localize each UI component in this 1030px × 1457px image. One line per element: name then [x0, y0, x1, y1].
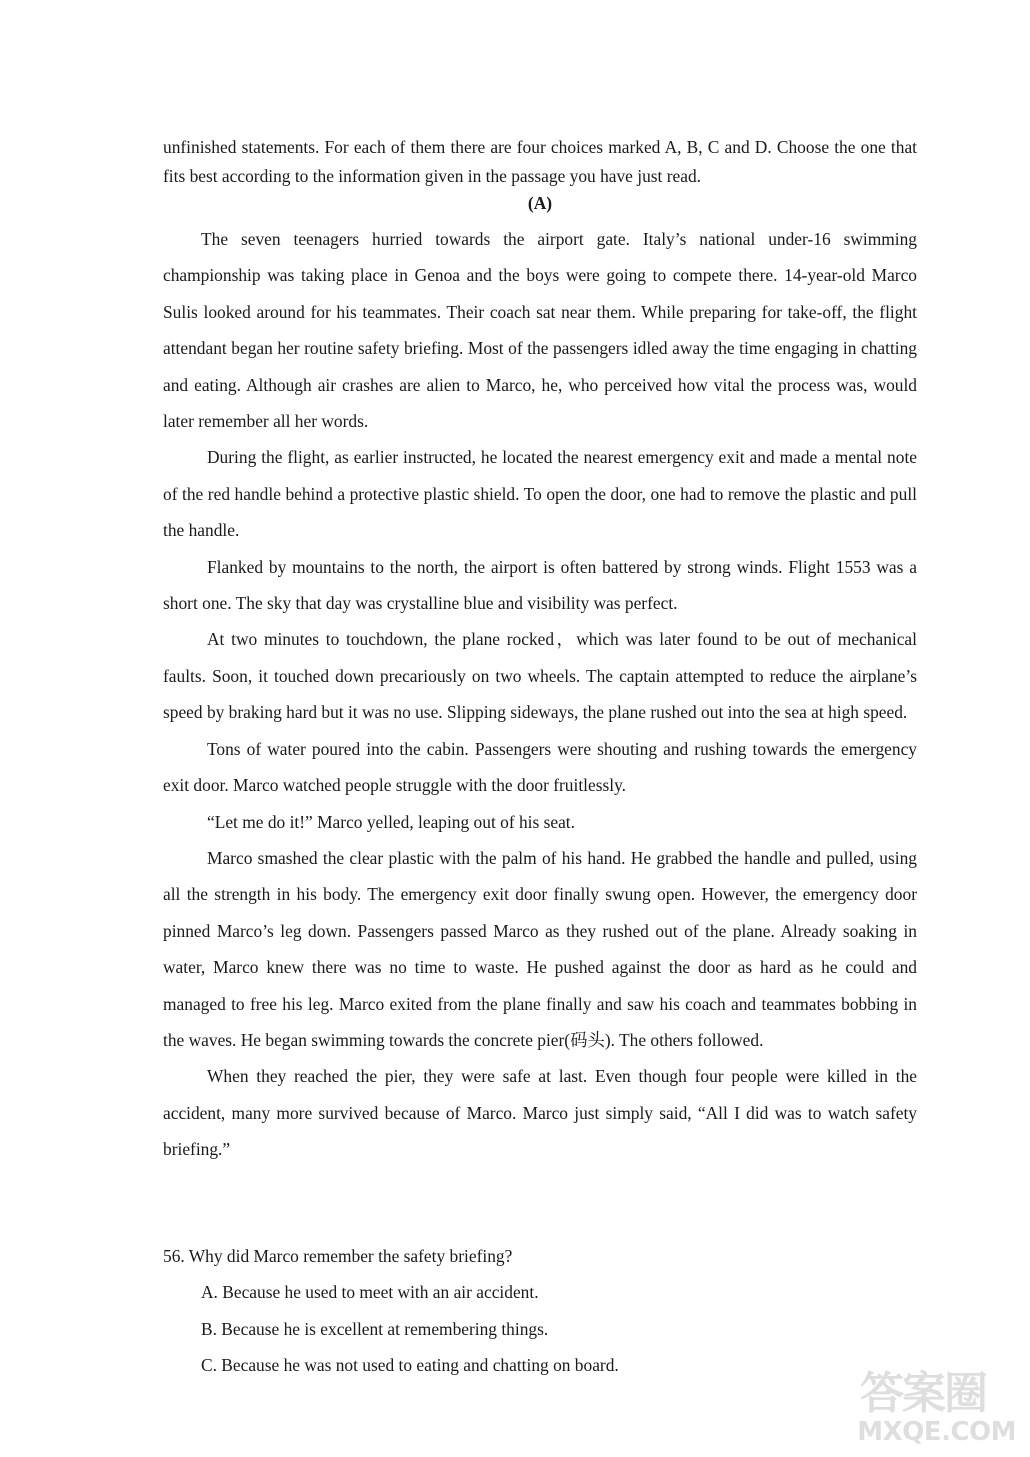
- passage-paragraph: When they reached the pier, they were safe at last. Even though four people were killed in the accident, many more survived because of Marco. Marco just simply said, “All I did was to watch safety briefing.”: [163, 1066, 917, 1160]
- passage-paragraph: “Let me do it!” Marco yelled, leaping out of his seat.: [207, 811, 575, 832]
- section-label: (A): [527, 193, 553, 213]
- answer-option-b: B. Because he is excellent at remembering things.: [201, 1318, 549, 1339]
- passage-paragraph: During the flight, as earlier instructed, he located the nearest emergency exit and made a mental note of the red handle behind a protective plastic shield. To open the door, one had to remove the plastic and pull the handle.: [163, 447, 917, 541]
- reading-passage: [163, 221, 917, 1168]
- passage-paragraph: At two minutes to touchdown, the plane rocked，which was later found to be out of mechanical faults. Soon, it touched down precariously on two wheels. The captain attempted to reduce the airplane’s speed by braking hard but it was no use. Slipping sideways, the plane rushed out into the sea at high speed.: [163, 629, 917, 723]
- watermark-logo-text: 答案圈: [860, 1368, 986, 1419]
- site-watermark: [836, 1357, 1016, 1447]
- watermark-url: MXQE.COM: [857, 1417, 1016, 1447]
- answer-option-a: A. Because he used to meet with an air accident.: [201, 1282, 539, 1303]
- passage-paragraph: Flanked by mountains to the north, the airport is often battered by strong winds. Flight 1553 was a short one. The sky that day was crystalline blue and visibility was perfect.: [163, 556, 917, 614]
- instructions-text: unfinished statements. For each of them there are four choices marked A, B, C and D. Choose the one that fits best according to the information given in the passage you have just read.: [163, 137, 917, 186]
- passage-paragraph: Tons of water poured into the cabin. Passengers were shouting and rushing towards the emergency exit door. Marco watched people struggle with the door fruitlessly.: [163, 738, 917, 796]
- question-stem: 56. Why did Marco remember the safety briefing?: [163, 1246, 513, 1266]
- question-block: [163, 1238, 917, 1384]
- passage-paragraph: Marco smashed the clear plastic with the palm of his hand. He grabbed the handle and pulled, using all the strength in his body. The emergency exit door finally swung open. However, the emergency door pinned Marco’s leg down. Passengers passed Marco as they rushed out of the plane. Already soaking in water, Marco knew there was no time to waste. He pushed against the door as hard as he could and managed to free his leg. Marco exited from the plane finally and saw his coach and teammates bobbing in the waves. He began swimming towards the concrete pier(码头). The others followed.: [163, 847, 917, 1050]
- passage-paragraph: The seven teenagers hurried towards the airport gate. Italy’s national under-16 swimming championship was taking place in Genoa and the boys were going to compete there. 14-year-old Marco Sulis looked around for his teammates. Their coach sat near them. While preparing for take-off, the flight attendant began her routine safety briefing. Most of the passengers idled away the time engaging in chatting and eating. Although air crashes are alien to Marco, he, who perceived how vital the process was, would later remember all her words.: [163, 229, 917, 432]
- answer-option-c: C. Because he was not used to eating and chatting on board.: [201, 1355, 619, 1376]
